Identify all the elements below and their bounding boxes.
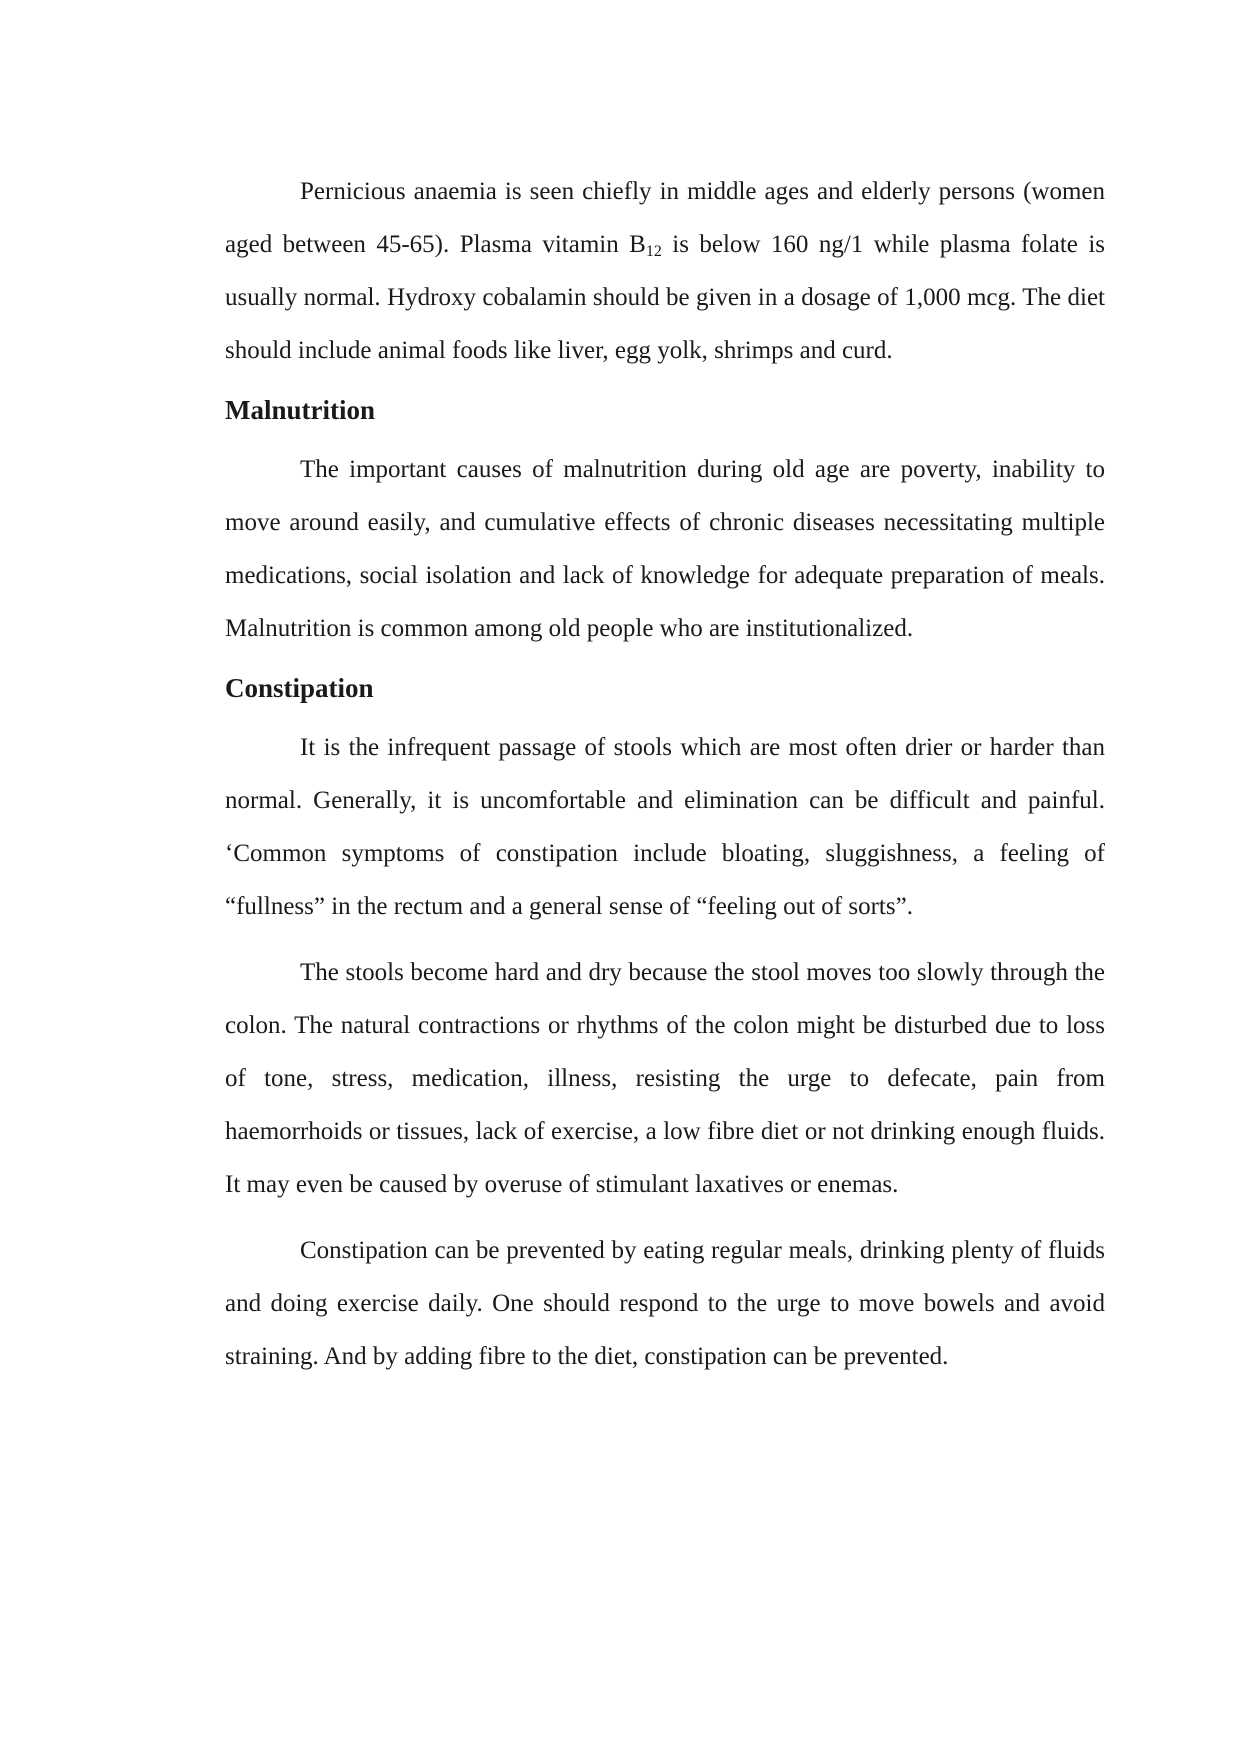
heading-constipation: Constipation <box>225 673 374 703</box>
paragraph-malnutrition: The important causes of malnutrition during old age are poverty, inability to move around easily, and cumulative effects of chronic diseases necessitating multiple medications, social isolation and lack of knowledge for adequate preparation of meals. Malnutrition is common among old people who are institutionalized. <box>225 456 1105 642</box>
subscript-12: 12 <box>645 243 662 260</box>
paragraph-text: Pernicious anaemia is seen chiefly in middle ages and elderly persons (women aged between 45-65). Plasma vitamin B <box>225 178 1105 258</box>
paragraph-constipation-definition: It is the infrequent passage of stools which are most often drier or harder than normal. Generally, it is uncomfortable and elimination can be difficult and painful. ‘Common symptoms of constipation include bloating, sluggishness, a feeling of “fullness” in the rectum and a general sense of “feeling out of sorts”. <box>225 734 1105 920</box>
heading-malnutrition: Malnutrition <box>225 395 376 425</box>
document-page <box>225 165 1105 1383</box>
paragraph-constipation-causes: The stools become hard and dry because the stool moves too slowly through the colon. The natural contractions or rhythms of the colon might be disturbed due to loss of tone, stress, medication, illness, resisting the urge to defecate, pain from haemorrhoids or tissues, lack of exercise, a low fibre diet or not drinking enough fluids. It may even be caused by overuse of stimulant laxatives or enemas. <box>225 959 1105 1198</box>
paragraph-pernicious-anaemia <box>225 165 1105 377</box>
paragraph-text: is below 160 ng/1 while plasma folate is usually normal. Hydroxy cobalamin should be given in a dosage of 1,000 mcg. The diet should include animal foods like liver, egg yolk, shrimps and curd. <box>225 231 1105 364</box>
paragraph-constipation-prevention: Constipation can be prevented by eating regular meals, drinking plenty of fluids and doing exercise daily. One should respond to the urge to move bowels and avoid straining. And by adding fibre to the diet, constipation can be prevented. <box>225 1237 1105 1370</box>
